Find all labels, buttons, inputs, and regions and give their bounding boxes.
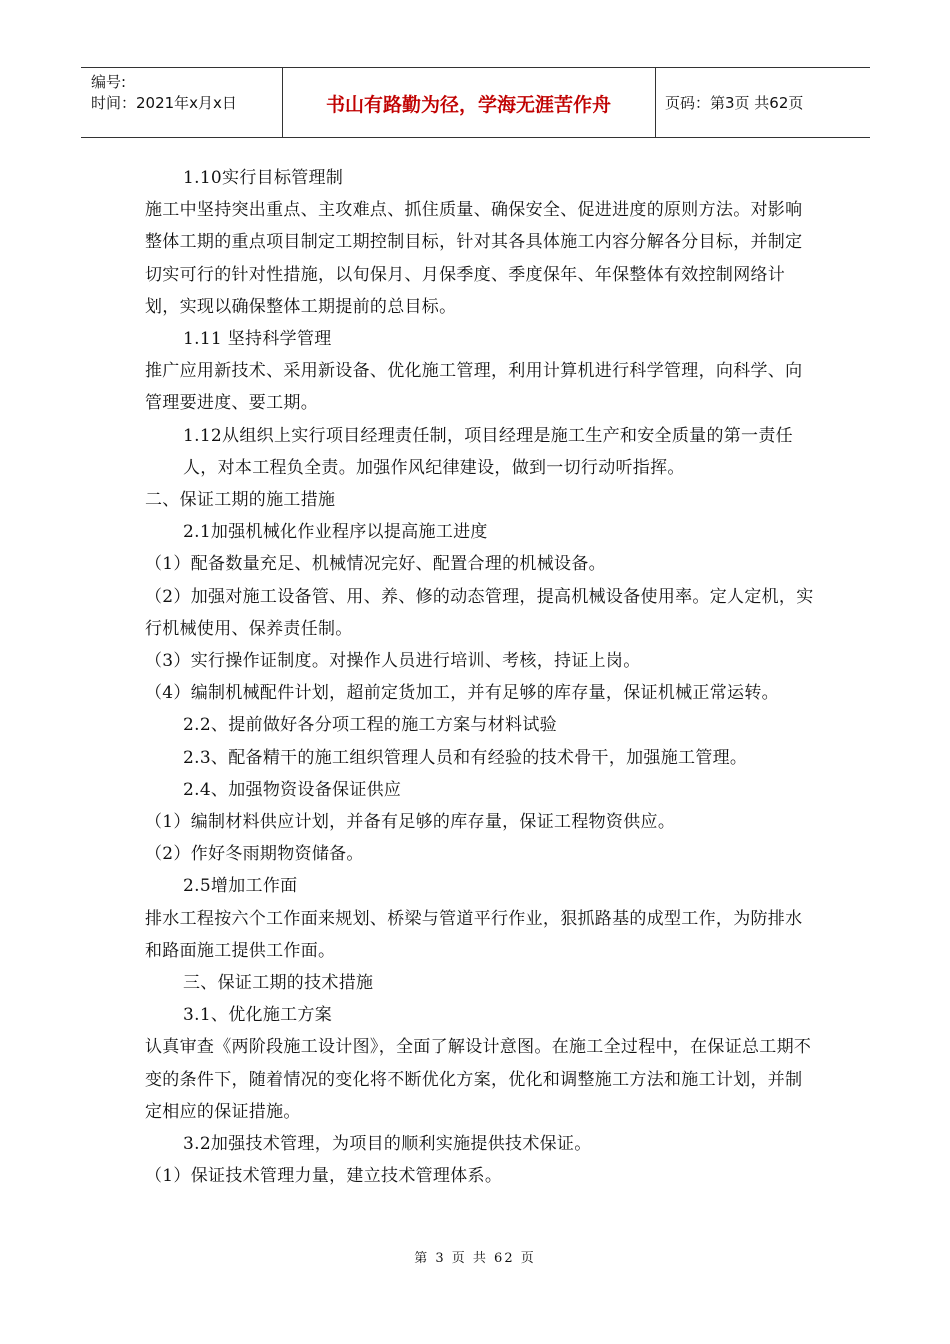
paragraph: （4）编制机械配件计划，超前定货加工，并有足够的库存量，保证机械正常运转。 [145,683,779,704]
paragraph: 1.10实行目标管理制 [183,168,344,188]
paragraph: 认真审查《两阶段施工设计图》，全面了解设计意图。在施工全过程中，在保证总工期不变的条件下，随着情况的变化将不断优化方案，优化和调整施工方法和施工计划，并制定相应的保证措施。 [145,1037,812,1122]
document-time-label: 时间：2021年x月x日 [91,94,237,112]
paragraph: （1）编制材料供应计划，并备有足够的库存量，保证工程物资供应。 [145,812,676,833]
document-body [145,162,815,1193]
paragraph: 3.1、优化施工方案 [183,1005,333,1026]
header-meta [91,72,237,114]
paragraph: 2.5增加工作面 [183,876,298,897]
paragraph: 2.3、配备精干的施工组织管理人员和有经验的技术骨干，加强施工管理。 [183,747,748,768]
document-number-label: 编号: [91,73,127,91]
page-header [81,67,870,138]
paragraph: （2）作好冬雨期物资储备。 [145,844,364,865]
paragraph: （2）加强对施工设备管、用、养、修的动态管理，提高机械设备使用率。定人定机，实行机械使用、保养责任制。 [145,586,814,639]
paragraph: 施工中坚持突出重点、主攻难点、抓住质量、确保安全、促进进度的原则方法。对影响整体工期的重点项目制定工期控制目标，针对其各具体施工内容分解各分目标，并制定切实可行的针对性措施，以旬保月、月保季度、季度保年、年保整体有效控制网络计划，实现以确保整体工期提前的总目标。 [145,200,803,317]
paragraph: （1）配备数量充足、机械情况完好、配置合理的机械设备。 [145,554,606,575]
paragraph: 2.4、加强物资设备保证供应 [183,779,402,800]
page-footer: 第 3 页 共 62 页 [414,1251,536,1266]
paragraph: 2.1加强机械化作业程序以提高施工进度 [183,522,488,543]
paragraph: （1）保证技术管理力量，建立技术管理体系。 [145,1166,503,1187]
header-divider [655,68,656,137]
paragraph: 1.12从组织上实行项目经理责任制，项目经理是施工生产和安全质量的第一责任人，对本工程负全责。加强作风纪律建设，做到一切行动听指挥。 [183,425,793,478]
paragraph: 排水工程按六个工作面来规划、桥梁与管道平行作业，狠抓路基的成型工作，为防排水和路面施工提供工作面。 [145,908,803,961]
paragraph: （3）实行操作证制度。对操作人员进行培训、考核，持证上岗。 [145,651,641,672]
paragraph: 推广应用新技术、采用新设备、优化施工管理，利用计算机进行科学管理，向科学、向管理要进度、要工期。 [145,361,803,414]
header-page-info: 页码：第3页 共62页 [665,94,804,112]
header-motto: 书山有路勤为径，学海无涯苦作舟 [325,94,611,116]
paragraph: 2.2、提前做好各分项工程的施工方案与材料试验 [183,715,557,736]
paragraph: 1.11 坚持科学管理 [183,329,332,350]
paragraph: 3.2加强技术管理，为项目的顺利实施提供技术保证。 [183,1134,592,1155]
paragraph: 三、保证工期的技术措施 [183,973,374,994]
paragraph: 二、保证工期的施工措施 [145,490,336,511]
